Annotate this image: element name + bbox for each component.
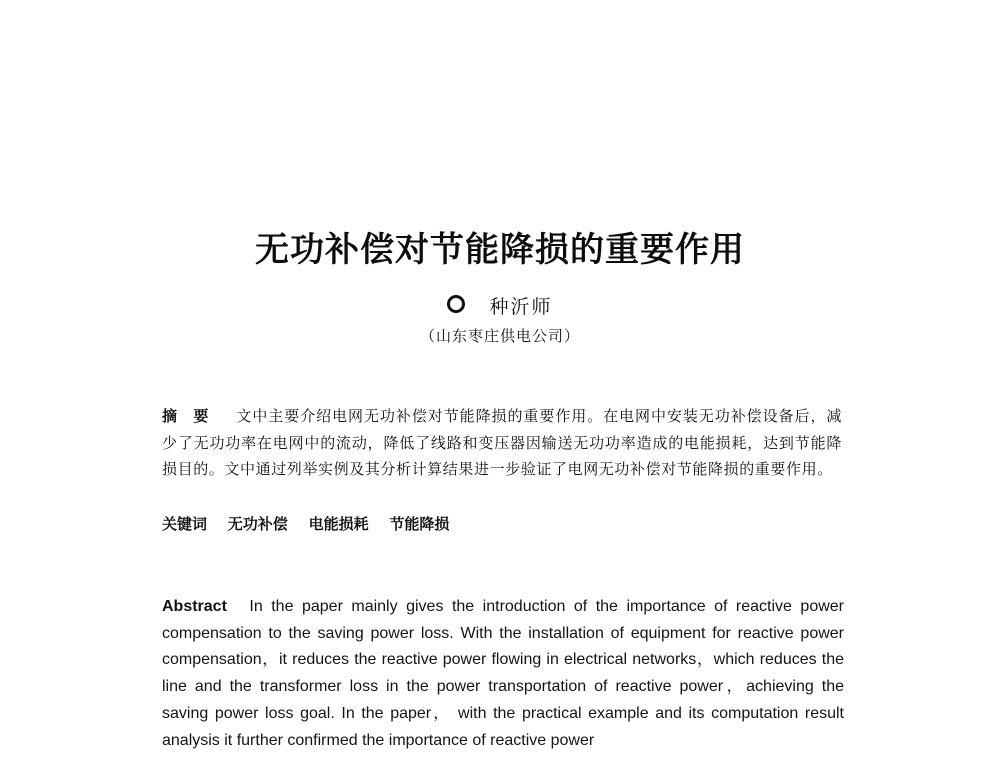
english-abstract-label: Abstract (162, 598, 227, 615)
keywords (162, 511, 842, 537)
author-affiliation: （山东枣庄供电公司） (419, 327, 580, 345)
paper-title: 无功补偿对节能降损的重要作用 (255, 230, 745, 270)
keywords-label: 关键词 (162, 515, 208, 533)
english-abstract (162, 594, 844, 754)
chinese-abstract-label: 摘要 (162, 407, 225, 425)
author-line (0, 292, 1000, 319)
english-abstract-text: In the paper mainly gives the introduction of the importance of reactive power compensation to the saving power loss. With the installation of equipment for reactive power compensation，it reduces the reactive power flowing in electrical networks，which reduces the line and the transformer loss in the power transportation of reactive power，achieving the saving power loss goal. In the paper， with the practical example and its computation result analysis it further confirmed the importance of reactive power (162, 598, 845, 749)
keyword-item: 节能降损 (389, 515, 450, 533)
chinese-abstract (162, 403, 842, 483)
author-name: 种沂师 (489, 296, 553, 318)
keyword-item: 电能损耗 (308, 515, 369, 533)
keyword-item: 无功补偿 (227, 515, 288, 533)
chinese-abstract-text: 文中主要介绍电网无功补偿对节能降损的重要作用。在电网中安装无功补偿设备后，减少了无功功率在电网中的流动，降低了线路和变压器因输送无功功率造成的电能损耗，达到节能降损目的。文中通过列举实例及其分析计算结果进一步验证了电网无功补偿对节能降损的重要作用。 (162, 407, 842, 478)
author-circle-icon (447, 295, 465, 313)
